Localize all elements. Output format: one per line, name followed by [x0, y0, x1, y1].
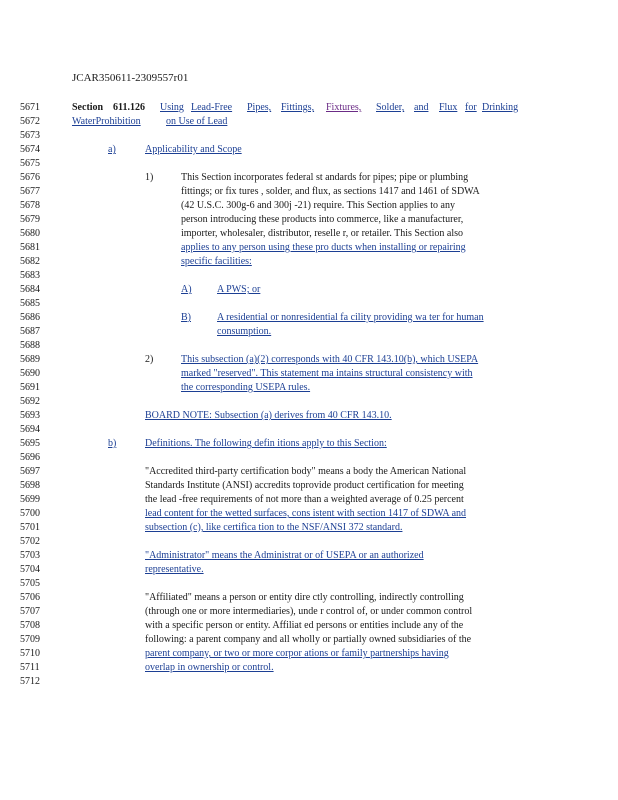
line-number: 5671 — [20, 102, 40, 113]
line-number: 5701 — [20, 522, 40, 533]
item-2-marker: 2) — [145, 354, 154, 365]
line-number: 5706 — [20, 592, 40, 603]
section-number: 611.126 — [113, 102, 145, 113]
item-1-line: importer, wholesaler, distributor, reselle r, or retailer. This Section also — [181, 228, 464, 239]
item-1-marker: 1) — [145, 172, 154, 183]
line-number: 5692 — [20, 396, 40, 407]
item-1-inserted-line: applies to any person using these pro ducts when installing or repairing — [181, 242, 466, 253]
item-A-marker: A) — [181, 284, 192, 295]
section-title-word: Flux — [439, 102, 458, 113]
line-number: 5696 — [20, 452, 40, 463]
subsection-a-title: Applicability and Scope — [145, 144, 242, 155]
definition-affiliated-inserted: parent company, or two or more corpor ations or family partnerships having — [145, 648, 449, 659]
definition-accredited-line: Standards Institute (ANSI) accredits toprovide product certification for meeting — [145, 480, 464, 491]
section-title-struck: WaterProhibition — [72, 116, 141, 127]
definition-accredited-inserted: subsection (c), like certifica tion to the NSF/ANSI 372 standard. — [145, 522, 403, 533]
line-number: 5680 — [20, 228, 40, 239]
line-number: 5698 — [20, 480, 40, 491]
line-number: 5685 — [20, 298, 40, 309]
line-number: 5681 — [20, 242, 40, 253]
line-number: 5684 — [20, 284, 40, 295]
section-title-word: Pipes, — [247, 102, 272, 113]
line-number: 5710 — [20, 648, 40, 659]
item-2-line: This subsection (a)(2) corresponds with 40 CFR 143.10(b), which USEPA — [181, 354, 479, 365]
line-number: 5709 — [20, 634, 40, 645]
section-title-word: Fixtures, — [326, 102, 362, 113]
line-number: 5700 — [20, 508, 40, 519]
item-B-line: A residential or nonresidential fa cility providing wa ter for human — [217, 312, 484, 323]
line-number: 5688 — [20, 340, 40, 351]
board-note: BOARD NOTE: Subsection (a) derives from 40 CFR 143.10. — [145, 410, 392, 421]
line-number: 5679 — [20, 214, 40, 225]
subsection-b-marker: b) — [108, 438, 117, 449]
line-number-gutter — [20, 101, 60, 689]
item-2-line: marked "reserved". This statement ma intains structural consistency with — [181, 368, 473, 379]
line-number: 5686 — [20, 312, 40, 323]
item-2-line: the corresponding USEPA rules. — [181, 382, 311, 393]
definition-accredited-line: "Accredited third-party certification body" means a body the American National — [145, 466, 467, 477]
document-id: JCAR350611-2309557r01 — [72, 72, 189, 84]
definition-accredited-inserted: lead content for the wetted surfaces, cons istent with section 1417 of SDWA and — [145, 508, 467, 519]
definition-affiliated-line: (through one or more intermediaries), unde r control of, or under common control — [145, 606, 473, 617]
line-number: 5678 — [20, 200, 40, 211]
item-1-inserted-line: specific facilities: — [181, 256, 252, 267]
line-number: 5677 — [20, 186, 40, 197]
section-title-word: Using — [160, 102, 184, 113]
line-number: 5702 — [20, 536, 40, 547]
item-B-marker: B) — [181, 312, 191, 323]
subsection-a-marker: a) — [108, 144, 116, 155]
section-title-word: for — [465, 102, 477, 113]
line-number: 5683 — [20, 270, 40, 281]
line-number: 5697 — [20, 466, 40, 477]
section-title-word: Fittings, — [281, 102, 315, 113]
definition-affiliated-line: following: a parent company and all wholly or partially owned subsidiaries of the — [145, 634, 472, 645]
line-number: 5694 — [20, 424, 40, 435]
item-1-line: This Section incorporates federal st andards for pipes; pipe or plumbing — [181, 172, 469, 183]
definition-administrator: representative. — [145, 564, 204, 575]
line-number: 5672 — [20, 116, 40, 127]
line-number: 5682 — [20, 256, 40, 267]
line-number: 5711 — [20, 662, 40, 673]
section-title-word: and — [414, 102, 429, 113]
definition-administrator: "Administrator" means the Administrat or of USEPA or an authorized — [145, 550, 424, 561]
item-A-text: A PWS; or — [217, 284, 261, 295]
definition-accredited-line: the lead -free requirements of not more than a weighted average of 0.25 percent — [145, 494, 464, 505]
line-number: 5675 — [20, 158, 40, 169]
line-number: 5687 — [20, 326, 40, 337]
line-number: 5712 — [20, 676, 40, 687]
line-number: 5691 — [20, 382, 40, 393]
line-number: 5676 — [20, 172, 40, 183]
line-number: 5703 — [20, 550, 40, 561]
item-1-line: fittings; or fix tures , solder, and flux, as sections 1417 and 1461 of SDWA — [181, 186, 480, 197]
line-number: 5689 — [20, 354, 40, 365]
item-1-line: person introducing these products into commerce, like a manufacturer, — [181, 214, 464, 225]
item-1-line: (42 U.S.C. 300g-6 and 300j -21) require. This Section applies to any — [181, 200, 455, 211]
section-title-word: Lead-Free — [191, 102, 233, 113]
line-number: 5690 — [20, 368, 40, 379]
line-number: 5708 — [20, 620, 40, 631]
definition-affiliated-line: with a specific person or entity. Affiliat ed persons or entities include any of the — [145, 620, 464, 631]
item-B-line: consumption. — [217, 326, 272, 337]
definition-affiliated-inserted: overlap in ownership or control. — [145, 662, 274, 673]
subsection-b-title: Definitions. The following defin itions apply to this Section: — [145, 438, 387, 449]
line-number: 5673 — [20, 130, 40, 141]
section-title-word: Drinking — [482, 102, 519, 113]
section-label: Section — [72, 102, 104, 113]
section-title-new: on Use of Lead — [166, 116, 228, 127]
line-number: 5707 — [20, 606, 40, 617]
line-number: 5704 — [20, 564, 40, 575]
line-number: 5705 — [20, 578, 40, 589]
definition-affiliated-line: "Affiliated" means a person or entity dire ctly controlling, indirectly controlling — [145, 592, 464, 603]
line-number: 5695 — [20, 438, 40, 449]
line-number: 5699 — [20, 494, 40, 505]
line-number: 5693 — [20, 410, 40, 421]
line-number: 5674 — [20, 144, 40, 155]
section-title-word: Solder, — [376, 102, 405, 113]
